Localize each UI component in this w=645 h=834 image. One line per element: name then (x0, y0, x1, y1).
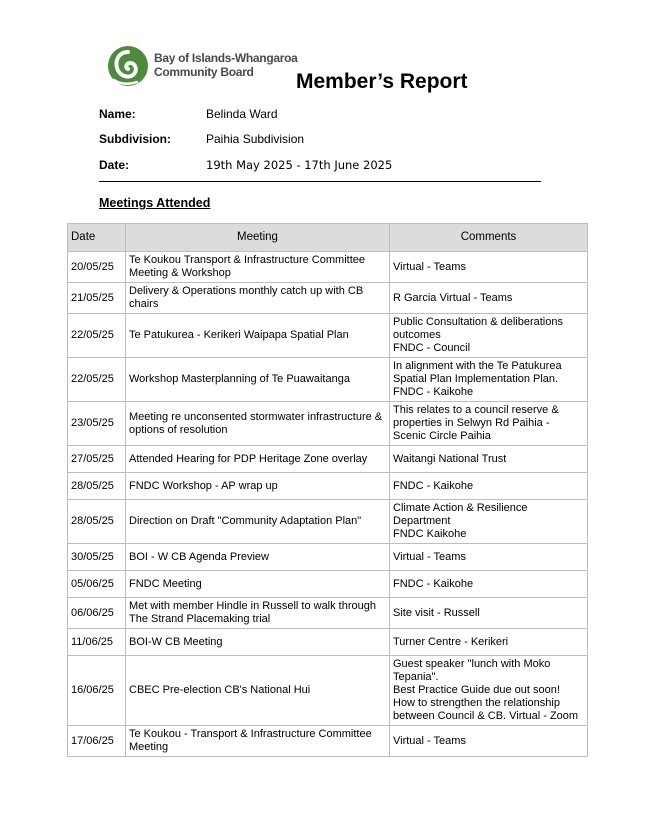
cell-meeting: CBEC Pre-election CB's National Hui (126, 656, 390, 726)
name-value: Belinda Ward (206, 107, 278, 121)
cell-comments: R Garcia Virtual - Teams (390, 283, 588, 314)
cell-comments: Virtual - Teams (390, 544, 588, 571)
logo-text (154, 51, 298, 79)
cell-meeting: BOI-W CB Meeting (126, 629, 390, 656)
meetings-table (67, 223, 588, 757)
table-row (68, 500, 588, 544)
table-row (68, 446, 588, 473)
cell-meeting: Te Koukou - Transport & Infrastructure Committee Meeting (126, 726, 390, 757)
cell-meeting: Direction on Draft "Community Adaptation Plan" (126, 500, 390, 544)
cell-comments: Public Consultation & deliberations outcomes FNDC - Council (390, 314, 588, 358)
cell-date: 22/05/25 (68, 358, 126, 402)
table-row (68, 571, 588, 598)
cell-meeting: Attended Hearing for PDP Heritage Zone overlay (126, 446, 390, 473)
table-row (68, 598, 588, 629)
cell-date: 28/05/25 (68, 473, 126, 500)
table-row (68, 656, 588, 726)
table-row (68, 473, 588, 500)
cell-comments: FNDC - Kaikohe (390, 473, 588, 500)
table-row (68, 726, 588, 757)
koru-logo-icon (107, 44, 149, 88)
cell-date: 27/05/25 (68, 446, 126, 473)
cell-comments: Turner Centre - Kerikeri (390, 629, 588, 656)
cell-meeting: BOI - W CB Agenda Preview (126, 544, 390, 571)
logo-line-2: Community Board (154, 65, 254, 79)
cell-date: 20/05/25 (68, 252, 126, 283)
name-label: Name: (99, 107, 136, 121)
column-header-comments: Comments (390, 224, 588, 252)
cell-date: 06/06/25 (68, 598, 126, 629)
table-header-row (68, 224, 588, 252)
cell-date: 21/05/25 (68, 283, 126, 314)
cell-date: 17/06/25 (68, 726, 126, 757)
cell-comments: Site visit - Russell (390, 598, 588, 629)
cell-meeting: Delivery & Operations monthly catch up with CB chairs (126, 283, 390, 314)
cell-comments: FNDC - Kaikohe (390, 571, 588, 598)
cell-comments: Guest speaker "lunch with Moko Tepania". Best Practice Guide due out soon! How to strengthen the relationship between Council & CB. Virtual - Zoom (390, 656, 588, 726)
column-header-meeting: Meeting (126, 224, 390, 252)
date-label: Date: (99, 158, 130, 172)
cell-comments: Waitangi National Trust (390, 446, 588, 473)
divider (99, 181, 541, 182)
cell-meeting: FNDC Meeting (126, 571, 390, 598)
table-row (68, 358, 588, 402)
cell-comments: This relates to a council reserve & properties in Selwyn Rd Paihia - Scenic Circle Paihia (390, 402, 588, 446)
cell-comments: Virtual - Teams (390, 252, 588, 283)
cell-date: 30/05/25 (68, 544, 126, 571)
subdivision-value: Paihia Subdivision (206, 132, 305, 146)
section-heading: Meetings Attended (99, 196, 211, 210)
table-row (68, 283, 588, 314)
cell-date: 16/06/25 (68, 656, 126, 726)
page-title: Member’s Report (296, 70, 468, 93)
cell-date: 28/05/25 (68, 500, 126, 544)
board-logo (107, 44, 298, 88)
table-row (68, 252, 588, 283)
cell-meeting: Te Patukurea - Kerikeri Waipapa Spatial Plan (126, 314, 390, 358)
cell-comments: In alignment with the Te Patukurea Spatial Plan Implementation Plan. FNDC - Kaikohe (390, 358, 588, 402)
table-row (68, 402, 588, 446)
cell-meeting: Meeting re unconsented stormwater infrastructure & options of resolution (126, 402, 390, 446)
cell-date: 11/06/25 (68, 629, 126, 656)
cell-meeting: Met with member Hindle in Russell to walk through The Strand Placemaking trial (126, 598, 390, 629)
cell-comments: Climate Action & Resilience Department FNDC Kaikohe (390, 500, 588, 544)
table-row (68, 314, 588, 358)
cell-comments: Virtual - Teams (390, 726, 588, 757)
cell-date: 05/06/25 (68, 571, 126, 598)
cell-date: 22/05/25 (68, 314, 126, 358)
table-row (68, 629, 588, 656)
logo-line-1: Bay of Islands-Whangaroa (154, 51, 298, 65)
table-row (68, 544, 588, 571)
column-header-date: Date (68, 224, 126, 252)
subdivision-label: Subdivision: (99, 132, 171, 146)
cell-meeting: FNDC Workshop - AP wrap up (126, 473, 390, 500)
table-body (68, 252, 588, 757)
cell-date: 23/05/25 (68, 402, 126, 446)
date-value: 19th May 2025 - 17th June 2025 (206, 158, 393, 172)
cell-meeting: Workshop Masterplanning of Te Puawaitanga (126, 358, 390, 402)
cell-meeting: Te Koukou Transport & Infrastructure Committee Meeting & Workshop (126, 252, 390, 283)
